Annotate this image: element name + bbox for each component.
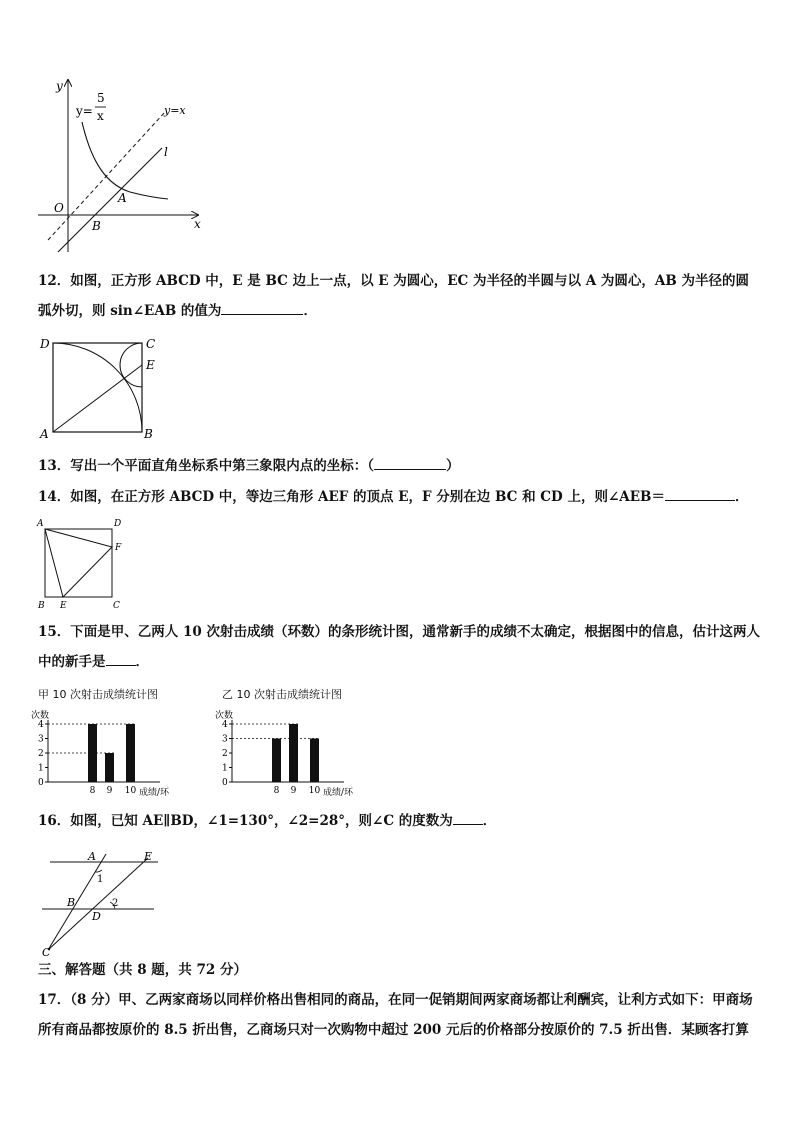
- hyperbola-curve: [82, 122, 168, 199]
- q11-figure: [30, 70, 220, 260]
- point-d-label: D: [40, 337, 50, 351]
- origin-label: O: [54, 201, 64, 215]
- square-abcd: [53, 343, 142, 432]
- answer-blank[interactable]: [221, 298, 303, 315]
- y-tick-label: 3: [222, 734, 228, 745]
- question-end: ．: [135, 654, 149, 670]
- x-tick-label: 8: [273, 786, 280, 796]
- curve-label-numerator: 5: [97, 91, 105, 105]
- question-12-text: 12．如图，正方形 ABCD 中，E 是 BC 边上一点，以 E 为圆心，EC 为半径的半圆与以 A 为圆心，AB 为半径的圆弧外切，则 sin∠EAB 的值为: [38, 273, 749, 319]
- y-tick-label: 4: [222, 720, 228, 730]
- semicircle-center-e: [120, 343, 142, 387]
- curve-label-denominator: x: [97, 109, 104, 123]
- answer-blank[interactable]: [665, 484, 735, 501]
- bar-9: [289, 724, 298, 782]
- y-tick-label: 2: [222, 749, 228, 759]
- point-a-label: A: [37, 519, 44, 529]
- bar-10: [126, 724, 135, 782]
- x-axis-label: x: [194, 217, 201, 231]
- x-axis-title: 成绩/环: [323, 788, 354, 798]
- x-tick-label: 8: [89, 786, 96, 796]
- line-ca: [48, 854, 106, 950]
- y-tick-label: 4: [38, 720, 44, 730]
- angle-1-label: 1: [97, 874, 104, 885]
- point-a-label: A: [118, 191, 127, 205]
- question-13: [38, 451, 760, 481]
- chart-jia: [30, 702, 180, 802]
- bar-8: [88, 724, 97, 782]
- q14-figure: [34, 516, 134, 614]
- y-tick-label: 0: [38, 778, 44, 788]
- q12-figure: [38, 334, 168, 444]
- triangle-aef: [45, 529, 112, 597]
- answer-blank[interactable]: [453, 808, 483, 825]
- question-15-text: 15．下面是甲、乙两人 10 次射击成绩（环数）的条形统计图，通常新手的成绩不太确定，根据图中的信息，估计这两人中的新手是: [38, 624, 760, 670]
- y-tick-label: 1: [222, 763, 228, 774]
- bar-10: [310, 739, 319, 783]
- angle-2-label: 2: [112, 898, 119, 909]
- bar-9: [105, 753, 114, 782]
- chart-yi-title: 乙 10 次射击成绩统计图: [222, 688, 342, 701]
- point-b-label: B: [67, 896, 76, 909]
- y-axis-title: 次数: [31, 711, 50, 721]
- point-d-label: D: [92, 910, 101, 923]
- question-end: ）: [446, 458, 460, 474]
- question-end: ．: [482, 813, 497, 829]
- point-c-label: C: [146, 337, 156, 351]
- question-14-text: 14．如图，在正方形 ABCD 中，等边三角形 AEF 的顶点 E，F 分别在边 BC 和 CD 上，则∠AEB＝: [38, 489, 665, 505]
- question-16: [38, 806, 760, 836]
- question-14: [38, 482, 760, 512]
- x-tick-label: 9: [106, 786, 113, 796]
- point-e-label: E: [144, 850, 153, 863]
- point-d-label: D: [114, 519, 122, 529]
- y-tick-label: 1: [38, 763, 44, 774]
- segment-ae: [53, 365, 142, 432]
- point-c-label: C: [113, 601, 120, 611]
- y-tick-label: 0: [222, 778, 228, 788]
- question-17: 17．（8 分）甲、乙两家商场以同样价格出售相同的商品，在同一促销期间两家商场都让利酬宾，让利方式如下：甲商场所有商品都按原价的 8.5 折出售，乙商场只对一次购物中超过 200 元后的价格部分按原价的 7.5 折出售．某顾客打算: [38, 992, 753, 1038]
- point-e-label: E: [60, 601, 67, 611]
- point-b-label: B: [38, 601, 45, 611]
- chart-yi: [214, 702, 364, 802]
- line-l-label: l: [164, 145, 168, 159]
- point-a-label: A: [40, 427, 49, 441]
- question-13-text: 13．写出一个平面直角坐标系中第三象限内点的坐标：（: [38, 458, 375, 474]
- x-tick-label: 9: [290, 786, 297, 796]
- question-15: [38, 617, 760, 677]
- line-yx-label: y=x: [164, 104, 186, 117]
- point-b-label: B: [144, 427, 153, 441]
- bar-8: [272, 739, 281, 783]
- point-b-label: B: [92, 219, 101, 233]
- x-tick-label: 10: [124, 786, 137, 796]
- y-axis-label: y: [56, 79, 63, 93]
- answer-blank[interactable]: [106, 649, 136, 666]
- point-e-label: E: [146, 358, 155, 372]
- chart-jia-title: 甲 10 次射击成绩统计图: [38, 688, 158, 701]
- question-16-text: 16．如图，已知 AE∥BD，∠1=130°，∠2=28°，则∠C 的度数为: [38, 813, 453, 829]
- x-tick-label: 10: [308, 786, 321, 796]
- line-l: [58, 148, 162, 252]
- y-tick-label: 2: [38, 749, 44, 759]
- point-a-label: A: [88, 850, 96, 863]
- answer-blank[interactable]: [374, 453, 446, 470]
- curve-label-lhs: y=: [76, 104, 93, 118]
- point-c-label: C: [42, 946, 51, 958]
- point-f-label: F: [115, 543, 122, 553]
- y-axis-title: 次数: [215, 711, 234, 721]
- y-tick-label: 3: [38, 734, 44, 745]
- arc-center-a: [53, 343, 142, 432]
- q16-figure: [36, 846, 166, 958]
- question-end: ．: [303, 303, 317, 319]
- question-12: [38, 266, 760, 326]
- square-abcd: [45, 529, 112, 597]
- section-heading: 三、解答题（共 8 题，共 72 分）: [38, 962, 247, 978]
- x-axis-title: 成绩/环: [139, 788, 170, 798]
- question-end: ．: [734, 489, 749, 505]
